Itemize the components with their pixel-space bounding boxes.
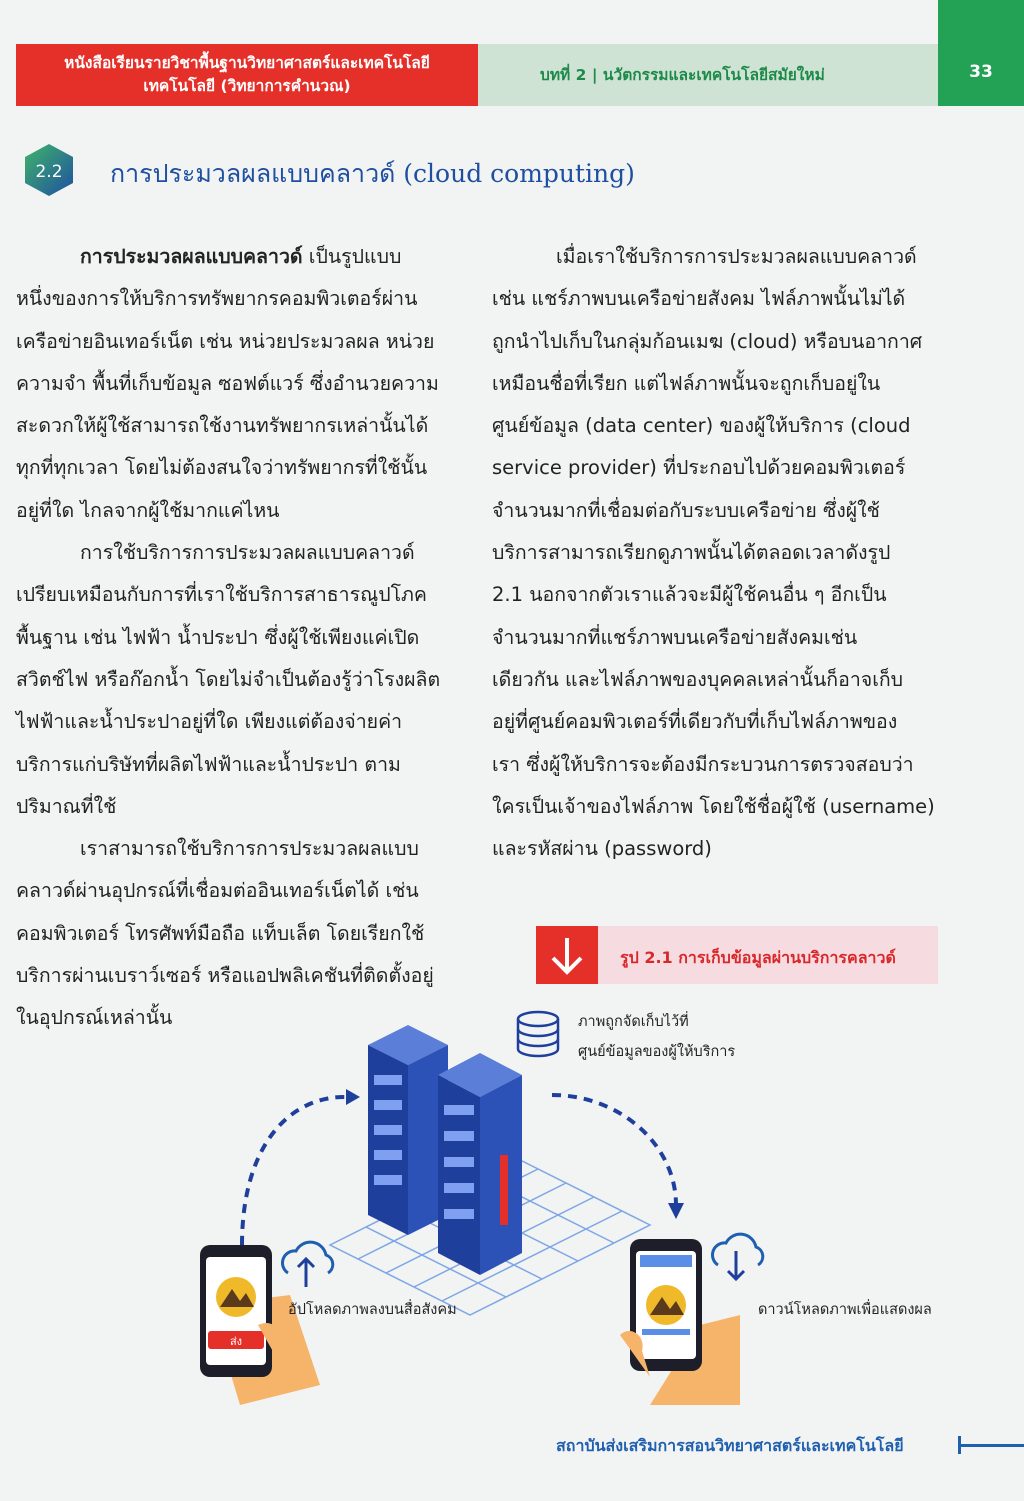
line-text: ศูนย์ข้อมูล (data center) ของผู้ให้บริการ (cloud — [492, 414, 911, 438]
send-button-label: ส่ง — [229, 1335, 243, 1348]
line-text: คลาวด์ผ่านอุปกรณ์ที่เชื่อมต่ออินเทอร์เน็ตได้ เช่น — [16, 879, 419, 903]
text-line — [492, 363, 938, 405]
text-line — [16, 532, 462, 574]
line-text: อยู่ที่ใด ไกลจากผู้ใช้มากแค่ไหน — [16, 498, 280, 522]
line-text: จำนวนมากที่แชร์ภาพบนเครือข่ายสังคมเช่น — [492, 625, 858, 649]
text-line — [492, 701, 938, 743]
line-text: บริการผ่านเบราว์เซอร์ หรือแอปพลิเคชันที่ติดตั้งอยู่ — [16, 964, 434, 988]
line-text: หนึ่งของการให้บริการทรัพยากรคอมพิวเตอร์ผ่าน — [16, 287, 418, 311]
book-title-banner — [16, 44, 478, 106]
upload-label: อัปโหลดภาพลงบนสื่อสังคม — [288, 1302, 457, 1318]
line-text: สวิตช์ไฟ หรือก๊อกน้ำ โดยไม่จำเป็นต้องรู้ว่าโรงผลิต — [16, 667, 441, 691]
text-line — [16, 490, 462, 532]
text-line — [492, 278, 938, 320]
text-line — [16, 659, 462, 701]
line-text: ในอุปกรณ์เหล่านั้น — [16, 1006, 173, 1030]
text-line — [492, 828, 938, 870]
bold-term: การประมวลผลแบบคลาวด์ — [80, 245, 303, 268]
text-line — [16, 236, 462, 278]
text-line — [16, 617, 462, 659]
footer-rule — [958, 1444, 1024, 1447]
cloud-download-icon — [712, 1234, 762, 1279]
download-arrow — [552, 1095, 676, 1205]
left-column-text — [16, 236, 462, 1040]
line-text: บริการสามารถเรียกดูภาพนั้นได้ตลอดเวลาดังรูป — [492, 541, 891, 565]
cloud-upload-icon — [282, 1242, 332, 1287]
publisher-name: สถาบันส่งเสริมการสอนวิทยาศาสตร์และเทคโนโลยี — [556, 1436, 904, 1455]
server-rack-icon — [368, 1025, 448, 1235]
text-line — [492, 744, 938, 786]
text-line — [492, 236, 938, 278]
line-text: เมื่อเราใช้บริการการประมวลผลแบบคลาวด์ — [556, 245, 917, 268]
text-line — [16, 405, 462, 447]
text-line — [492, 447, 938, 489]
text-line — [16, 786, 462, 828]
line-text: บริการแก่บริษัทที่ผลิตไฟฟ้าและน้ำประปา ตาม — [16, 752, 401, 776]
text-line — [16, 828, 462, 870]
page-number-tab — [938, 0, 1024, 106]
download-label: ดาวน์โหลดภาพเพื่อแสดงผล — [758, 1302, 932, 1318]
text-line — [16, 870, 462, 912]
line-text: ปริมาณที่ใช้ — [16, 794, 117, 818]
figure-caption-icon-box — [536, 926, 598, 984]
text-line — [16, 955, 462, 997]
text-line — [492, 786, 938, 828]
text-line — [16, 744, 462, 786]
database-icon — [518, 1012, 558, 1056]
line-text: พื้นฐาน เช่น ไฟฟ้า น้ำประปา ซึ่งผู้ใช้เพียงแค่เปิด — [16, 625, 420, 649]
line-text: เครือข่ายอินเทอร์เน็ต เช่น หน่วยประมวลผล หน่วย — [16, 329, 435, 353]
line-text: สะดวกให้ผู้ใช้สามารถใช้งานทรัพยากรเหล่านั้นได้ — [16, 414, 429, 438]
book-title-line2: เทคโนโลยี (วิทยาการคำนวณ) — [143, 77, 351, 95]
chapter-title: บทที่ 2 | นวัตกรรมและเทคโนโลยีสมัยใหม่ — [540, 66, 825, 84]
text-line — [16, 913, 462, 955]
datacenter-label-line1: ภาพถูกจัดเก็บไว้ที่ — [578, 1014, 689, 1030]
line-text: เหมือนชื่อที่เรียก แต่ไฟล์ภาพนั้นจะถูกเก็บอยู่ใน — [492, 371, 881, 395]
line-text: ถูกนำไปเก็บในกลุ่มก้อนเมฆ (cloud) หรือบนอากาศ — [492, 329, 923, 353]
line-text: เช่น แชร์ภาพบนเครือข่ายสังคม ไฟล์ภาพนั้นไม่ได้ — [492, 287, 906, 311]
line-text: 2.1 นอกจากตัวเราแล้วจะมีผู้ใช้คนอื่น ๆ อีกเป็น — [492, 583, 887, 607]
text-line — [492, 321, 938, 363]
line-text: เดียวกัน และไฟล์ภาพของบุคคลเหล่านั้นก็อาจเก็บ — [492, 667, 904, 691]
line-text: อยู่ที่ศูนย์คอมพิวเตอร์ที่เดียวกับที่เก็บไฟล์ภาพของ — [492, 710, 898, 734]
text-line — [16, 321, 462, 363]
text-line — [492, 574, 938, 616]
smartphone-download — [620, 1239, 740, 1405]
line-text: เรา ซึ่งผู้ให้บริการจะต้องมีกระบวนการตรวจสอบว่า — [492, 752, 914, 776]
text-line — [492, 405, 938, 447]
upload-arrow — [242, 1097, 348, 1245]
line-text: ใครเป็นเจ้าของไฟล์ภาพ โดยใช้ชื่อผู้ใช้ (username) — [492, 794, 935, 818]
text-line — [16, 701, 462, 743]
line-text: เปรียบเหมือนกับการที่เราใช้บริการสาธารณูปโภค — [16, 583, 427, 607]
server-rack-icon — [438, 1053, 522, 1275]
smartphone-upload — [200, 1245, 320, 1405]
text-line — [16, 278, 462, 320]
text-line — [492, 659, 938, 701]
line-text: การใช้บริการการประมวลผลแบบคลาวด์ — [80, 541, 415, 565]
datacenter-label-line2: ศูนย์ข้อมูลของผู้ให้บริการ — [578, 1044, 736, 1060]
line-text: ไฟฟ้าและน้ำประปาอยู่ที่ใด เพียงแต่ต้องจ่ายค่า — [16, 710, 403, 734]
section-number-badge — [22, 143, 76, 197]
line-text: เป็นรูปแบบ — [302, 245, 402, 268]
section-title: การประมวลผลแบบคลาวด์ (cloud computing) — [110, 159, 635, 188]
cloud-storage-illustration — [180, 1005, 940, 1405]
line-text: จำนวนมากที่เชื่อมต่อกับระบบเครือข่าย ซึ่งผู้ใช้ — [492, 498, 880, 522]
text-line — [492, 532, 938, 574]
arrow-down-icon — [536, 926, 598, 984]
line-text: เราสามารถใช้บริการการประมวลผลแบบ — [80, 837, 419, 861]
line-text: ความจำ พื้นที่เก็บข้อมูล ซอฟต์แวร์ ซึ่งอำนวยความ — [16, 371, 439, 395]
book-title-line1: หนังสือเรียนรายวิชาพื้นฐานวิทยาศาสตร์และเทคโนโลยี — [64, 54, 430, 72]
text-line — [16, 363, 462, 405]
text-line — [16, 447, 462, 489]
text-line — [16, 574, 462, 616]
line-text: คอมพิวเตอร์ โทรศัพท์มือถือ แท็บเล็ต โดยเรียกใช้ — [16, 921, 425, 945]
text-line — [492, 490, 938, 532]
section-number: 2.2 — [35, 162, 63, 182]
right-column-text — [492, 236, 938, 870]
text-line — [492, 617, 938, 659]
line-text: service provider) ที่ประกอบไปด้วยคอมพิวเตอร์ — [492, 456, 906, 480]
line-text: และรหัสผ่าน (password) — [492, 837, 712, 861]
figure-caption: รูป 2.1 การเก็บข้อมูลผ่านบริการคลาวด์ — [620, 948, 896, 967]
page-number: 33 — [969, 62, 993, 82]
line-text: ทุกที่ทุกเวลา โดยไม่ต้องสนใจว่าทรัพยากรที่ใช้นั้น — [16, 456, 428, 480]
